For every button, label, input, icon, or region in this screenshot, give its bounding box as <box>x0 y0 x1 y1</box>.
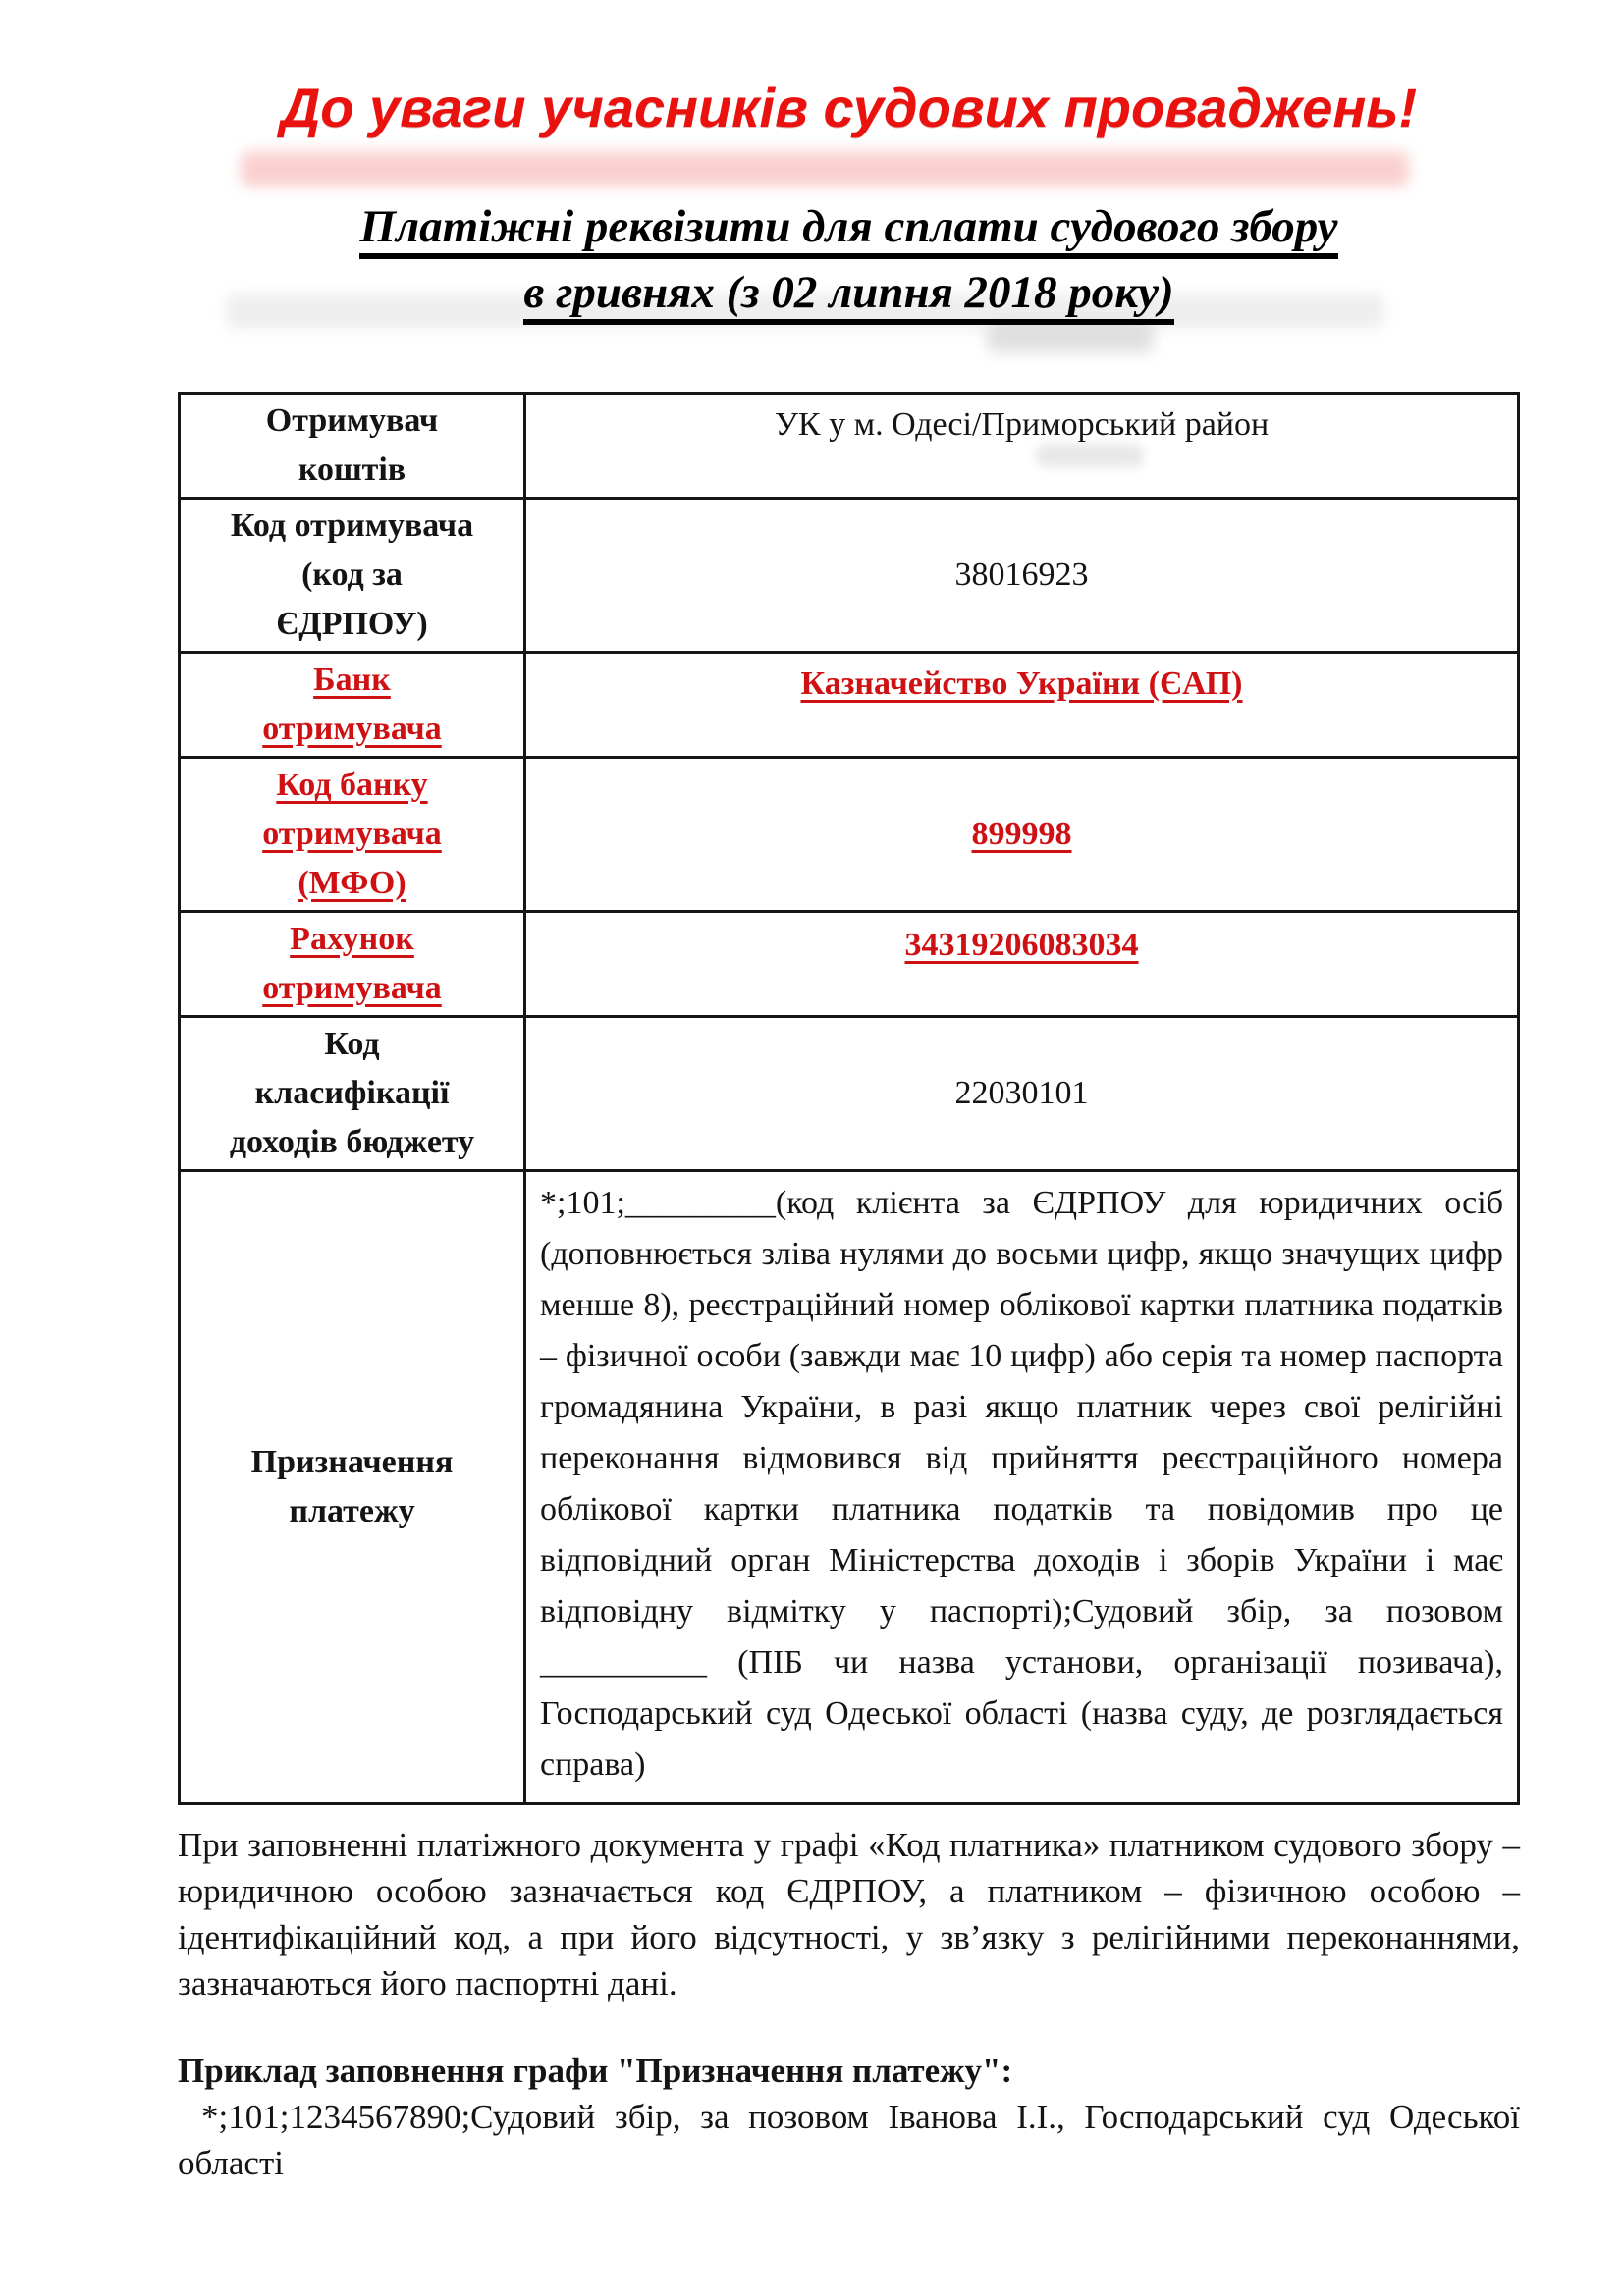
row-label-line: Код банку <box>276 767 428 803</box>
heading-line-2: в гривнях (з 02 липня 2018 року) <box>178 260 1520 326</box>
row-label-line: отримувача <box>262 816 442 852</box>
row-value: 899998 <box>525 758 1519 912</box>
row-label-line: класифікації <box>254 1075 450 1111</box>
table-row <box>180 912 1519 1017</box>
note-paragraph: При заповненні платіжного документа у графі «Код платника» платником судового збору – юридичною особою зазначається код ЄДРПОУ, а платником – фізичною особою – ідентифікаційний код, а при його відсутності, у зв’язку з релігійними переконаннями, зазначаються його паспортні дані. <box>178 1826 1520 2002</box>
row-label-line: Отримувач <box>265 402 439 439</box>
page-title: До уваги учасників судових проваджень! <box>280 77 1418 138</box>
row-label-line: коштів <box>298 452 406 488</box>
document-heading <box>178 194 1520 326</box>
payment-details-table <box>178 392 1520 1805</box>
row-label-line: Призначення <box>250 1444 454 1480</box>
row-label-line: Код <box>324 1026 380 1062</box>
row-value: 22030101 <box>525 1017 1519 1171</box>
row-label <box>180 1171 525 1804</box>
row-value: Казначейство України (ЄАП) <box>525 653 1519 758</box>
row-label-line: отримувача <box>262 970 442 1006</box>
row-label <box>180 758 525 912</box>
row-label-line: Код отримувача <box>230 507 474 544</box>
table-row <box>180 1171 1519 1804</box>
row-value: 34319206083034 <box>525 912 1519 1017</box>
table-row <box>180 758 1519 912</box>
row-label-line: доходів бюджету <box>229 1124 475 1160</box>
row-value: УК у м. Одесі/Приморський район <box>525 394 1519 499</box>
row-label <box>180 912 525 1017</box>
row-label-line: (код за <box>301 557 403 593</box>
row-label <box>180 653 525 758</box>
table-row <box>180 499 1519 653</box>
row-label-line: платежу <box>289 1493 415 1529</box>
table-row <box>180 653 1519 758</box>
row-value: 38016923 <box>525 499 1519 653</box>
heading-line-1: Платіжні реквізити для сплати судового збору <box>178 194 1520 260</box>
scan-ghost-artifact <box>241 151 1409 187</box>
row-label-line: Рахунок <box>290 921 414 957</box>
row-label-line: ЄДРПОУ) <box>276 606 428 642</box>
row-label <box>180 1017 525 1171</box>
example-heading: Приклад заповнення графи "Призначення платежу": <box>178 2052 1013 2090</box>
row-label <box>180 499 525 653</box>
row-label-line: (МФО) <box>298 865 406 901</box>
payment-table-rows <box>180 394 1519 1804</box>
row-label <box>180 394 525 499</box>
example-section <box>178 2048 1520 2186</box>
row-label-line: Банк <box>313 662 391 698</box>
scan-ghost-artifact <box>987 324 1154 353</box>
payment-details-table-wrapper <box>178 392 1520 1805</box>
table-row <box>180 1017 1519 1171</box>
row-label-line: отримувача <box>262 711 442 747</box>
row-value: *;101;_________(код клієнта за ЄДРПОУ для юридичних осіб (доповнюється зліва нулями до восьми цифр, якщо значущих цифр менше 8), реєстраційний номер облікової картки платника податків – фізичної особи (завжди має 10 цифр) або серія та номер паспорта громадянина України, в разі якщо платник через свої релігійні переконання відмовився від прийняття реєстраційного номера облікової картки платника податків та повідомив про це відповідний орган Міністерства доходів і зборів України і має відповідну відмітку у паспорті);Судовий збір, за позовом __________ (ПІБ чи назва установи, організації позивача), Господарський суд Одеської області (назва суду, де розглядається справа) <box>525 1171 1519 1804</box>
table-row <box>180 394 1519 499</box>
example-body: *;101;1234567890;Судовий збір, за позовом Іванова І.І., Господарський суд Одеської області <box>178 2098 1520 2182</box>
